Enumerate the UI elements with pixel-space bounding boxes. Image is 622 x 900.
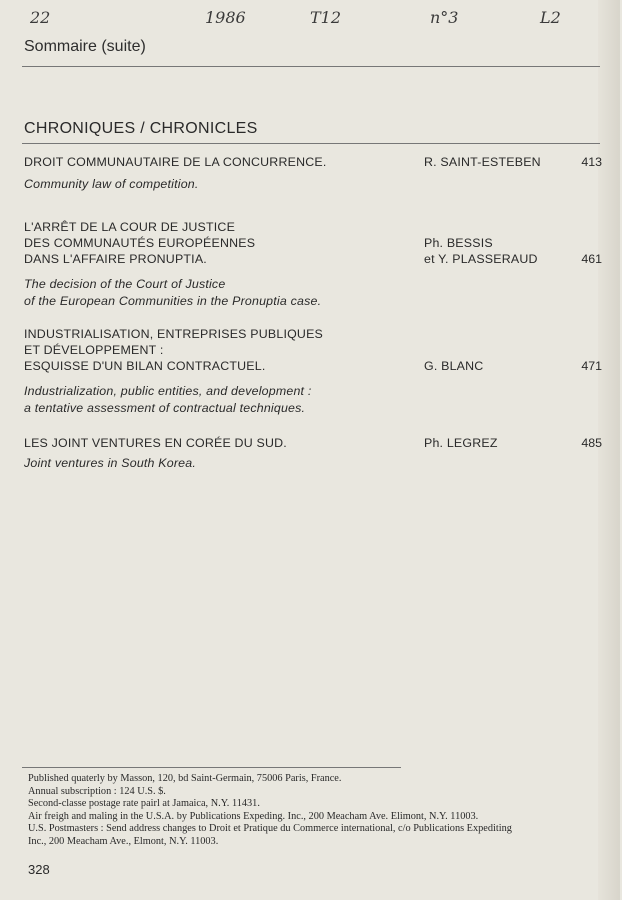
handwritten-note-2: 1986 [205, 8, 246, 27]
entry-translation: Joint ventures in South Korea. [24, 456, 196, 470]
toc-entry [24, 326, 602, 417]
page-number: 328 [28, 862, 50, 877]
handwritten-note-4: n°3 [430, 8, 459, 27]
toc-entry [24, 435, 602, 472]
publication-notice: Published quaterly by Masson, 120, bd Saint-Germain, 75006 Paris, France. Annual subscription : 124 U.S. $. Second-classe postage rate pairl at Jamaica, N.Y. 11431. Air freigh and maling in the U.S.A. by Publications Expeding. Inc., 200 Meacham Ave. Elimont, N.Y. 11003. U.S. Postmasters : Send address changes to Droit et Pratique du Commerce international, c/o Publications Expediting Inc., 200 Meacham Ave., Elmont, N.Y. 11003. [28, 773, 512, 847]
toc-entry [24, 219, 602, 310]
handwritten-note-5: L2 [540, 8, 561, 27]
entry-translation: Community law of competition. [24, 177, 199, 191]
divider [22, 66, 600, 67]
entry-page-number: 461 [581, 252, 602, 266]
entry-author: Ph. BESSIS et Y. PLASSERAUD [424, 236, 538, 266]
entry-title: INDUSTRIALISATION, ENTREPRISES PUBLIQUES ET DÉVELOPPEMENT : ESQUISSE D'UN BILAN CONTRACTUEL. [24, 327, 324, 373]
entry-author: R. SAINT-ESTEBEN [424, 155, 541, 169]
entry-page-number: 485 [581, 436, 602, 450]
entry-author: Ph. LEGREZ [424, 436, 498, 450]
divider [22, 767, 401, 768]
entry-title: DROIT COMMUNAUTAIRE DE LA CONCURRENCE. [24, 155, 327, 169]
handwritten-note-3: T12 [310, 8, 342, 27]
page-title: Sommaire (suite) [24, 38, 146, 55]
entry-translation: Industrialization, public entities, and development : a tentative assessment of contractual techniques. [24, 384, 312, 415]
handwritten-note-1: 22 [30, 8, 51, 27]
entry-title: L'ARRÊT DE LA COUR DE JUSTICE DES COMMUNAUTÉS EUROPÉENNES DANS L'AFFAIRE PRONUPTIA. [24, 220, 256, 266]
toc-entry [24, 154, 602, 193]
entry-page-number: 413 [581, 155, 602, 169]
entry-author: G. BLANC [424, 359, 484, 373]
entry-translation: The decision of the Court of Justice of the European Communities in the Pronuptia case. [24, 277, 322, 308]
entry-page-number: 471 [581, 359, 602, 373]
divider [22, 143, 600, 144]
entry-title: LES JOINT VENTURES EN CORÉE DU SUD. [24, 436, 287, 450]
section-title: CHRONIQUES / CHRONICLES [24, 120, 258, 137]
